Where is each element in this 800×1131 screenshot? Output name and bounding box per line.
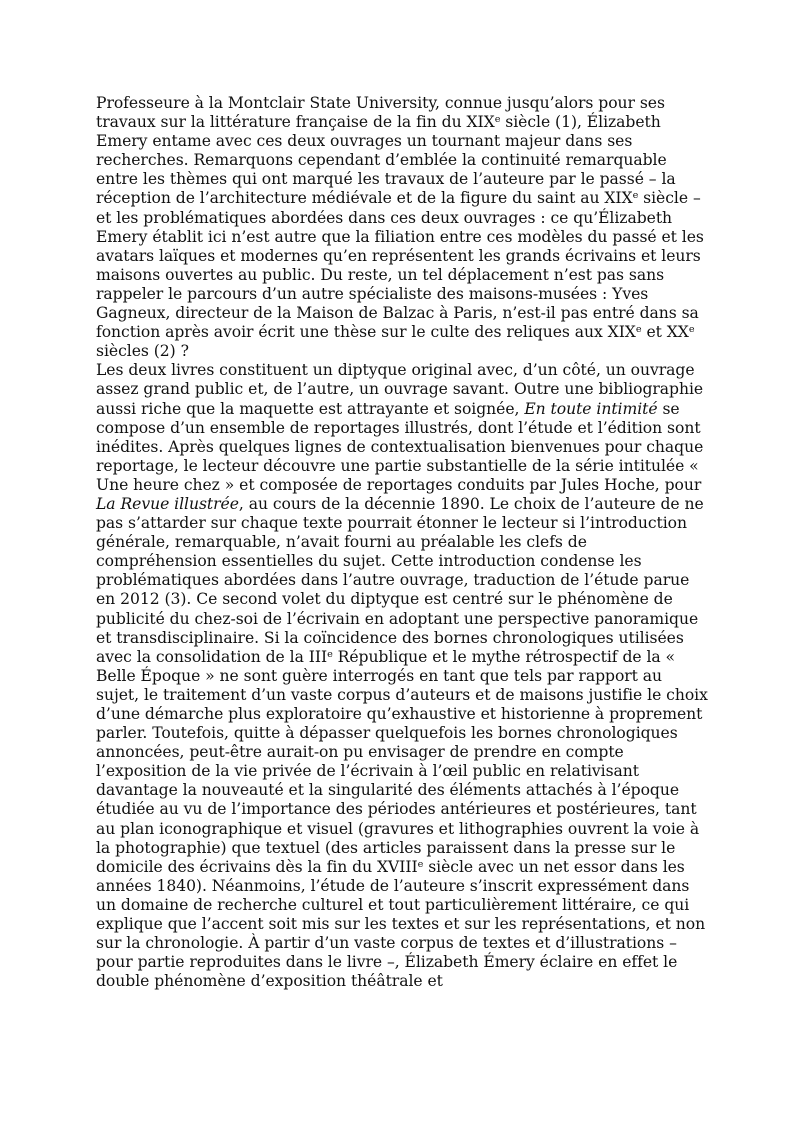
text-run: , au cours de la décennie 1890. Le choix de l’auteure de ne pas s’attarder sur chaque texte pourrait étonner le lecteur si l’introduction générale, remarquable, n’avait fourni au préalable les clefs de compréhension essentielles du sujet. Cette introduction condense les problématiques abordées dans l’autre ouvrage, traduction de l’étude parue en 2012 (3). Ce second volet du diptyque est centré sur le phénomène de publicité du chez-soi de l’écrivain en adoptant une perspective panoramique et transdisciplinaire. Si la coïncidence des bornes chronologiques utilisées avec la consolidation de la III <box>96 494 704 666</box>
text-run: siècle – et les problématiques abordées dans ces deux ouvrages : ce qu’Élizabeth Emery établit ici n’est autre que la filiation entre ces modèles du passé et les avatars laïques et modernes qu’en représentent les grands écrivains et leurs maisons ouvertes au public. Du reste, un tel déplacement n’est pas sans rappeler le parcours d’un autre spécialiste des maisons-musées : Yves Gagneux, directeur de la Maison de Balzac à Paris, n’est-il pas entré dans sa fonction après avoir écrit une thèse sur le culte des reliques aux XIX <box>96 189 704 342</box>
superscript-e: e <box>688 324 695 336</box>
text-run: siècles (2) ? <box>96 342 189 361</box>
superscript-e: e <box>494 114 501 126</box>
text-run: République et le mythe rétrospectif de la « Belle Époque » ne sont guère interrogés en tant que tels par rapport au sujet, le traitement d’un vaste corpus d’auteurs et de maisons justifie le choix d’une démarche plus exploratoire qu’exhaustive et historienne à proprement parler. Toutefois, quitte à dépasser quelquefois les bornes chronologiques annoncées, peut-être aurait-on pu envisager de prendre en compte l’exposition de la vie privée de l’écrivain à l’œil public en relativisant davantage la nouveauté et la singularité des éléments attachés à l’époque étudiée au vu de l’importance des périodes antérieures et postérieures, tant au plan iconographique et visuel (gravures et lithographies ouvrent la voie à la photographie) que textuel (des articles paraissent dans la presse sur le domicile des écrivains dès la fin du XVIII <box>96 647 708 876</box>
text-run: siècle (1), Élizabeth Emery entame avec ces deux ouvrages un tournant majeur dans ses recherches. Remarquons cependant d’emblée la continuité remarquable entre les thèmes qui ont marqué les travaux de l’auteure par le passé – la réception de l’architecture médiévale et de la figure du saint au XIX <box>96 113 676 208</box>
superscript-e: e <box>327 648 333 660</box>
paragraph-2 <box>96 361 708 991</box>
superscript-e: e <box>635 324 642 336</box>
italic-title: En toute intimité <box>524 399 658 418</box>
text-run: se compose d’un ensemble de reportages illustrés, dont l’étude et l’édition sont inédites. Après quelques lignes de contextualisation bienvenues pour chaque reportage, le lecteur découvre une partie substantielle de la série intitulée « Une heure chez » et composée de reportages conduits par Jules Hoche, pour <box>96 399 704 494</box>
text-run: Les deux livres constituent un diptyque original avec, d’un côté, un ouvrage assez grand public et, de l’autre, un ouvrage savant. Outre une bibliographie aussi riche que la maquette est attrayante et soignée, <box>96 361 704 418</box>
paragraph-1 <box>96 94 708 361</box>
superscript-e: e <box>417 858 424 870</box>
text-run: et XX <box>641 323 689 342</box>
body-text <box>96 94 708 991</box>
text-run: Professeure à la Montclair State University, connue jusqu’alors pour ses travaux sur la littérature française de la fin du XIX <box>96 94 665 132</box>
italic-title: La Revue illustrée <box>96 494 239 513</box>
superscript-e: e <box>632 190 639 202</box>
text-run: siècle avec un net essor dans les années 1840). Néanmoins, l’étude de l’auteure s’inscrit expressément dans un domaine de recherche culturel et tout particulièrement littéraire, ce qui explique que l’accent soit mis sur les textes et sur les représentations, et non sur la chronologie. À partir d’un vaste corpus de textes et d’illustrations – pour partie reproduites dans le livre –, Élizabeth Émery éclaire en effet le double phénomène d’exposition théâtrale et <box>96 857 706 991</box>
